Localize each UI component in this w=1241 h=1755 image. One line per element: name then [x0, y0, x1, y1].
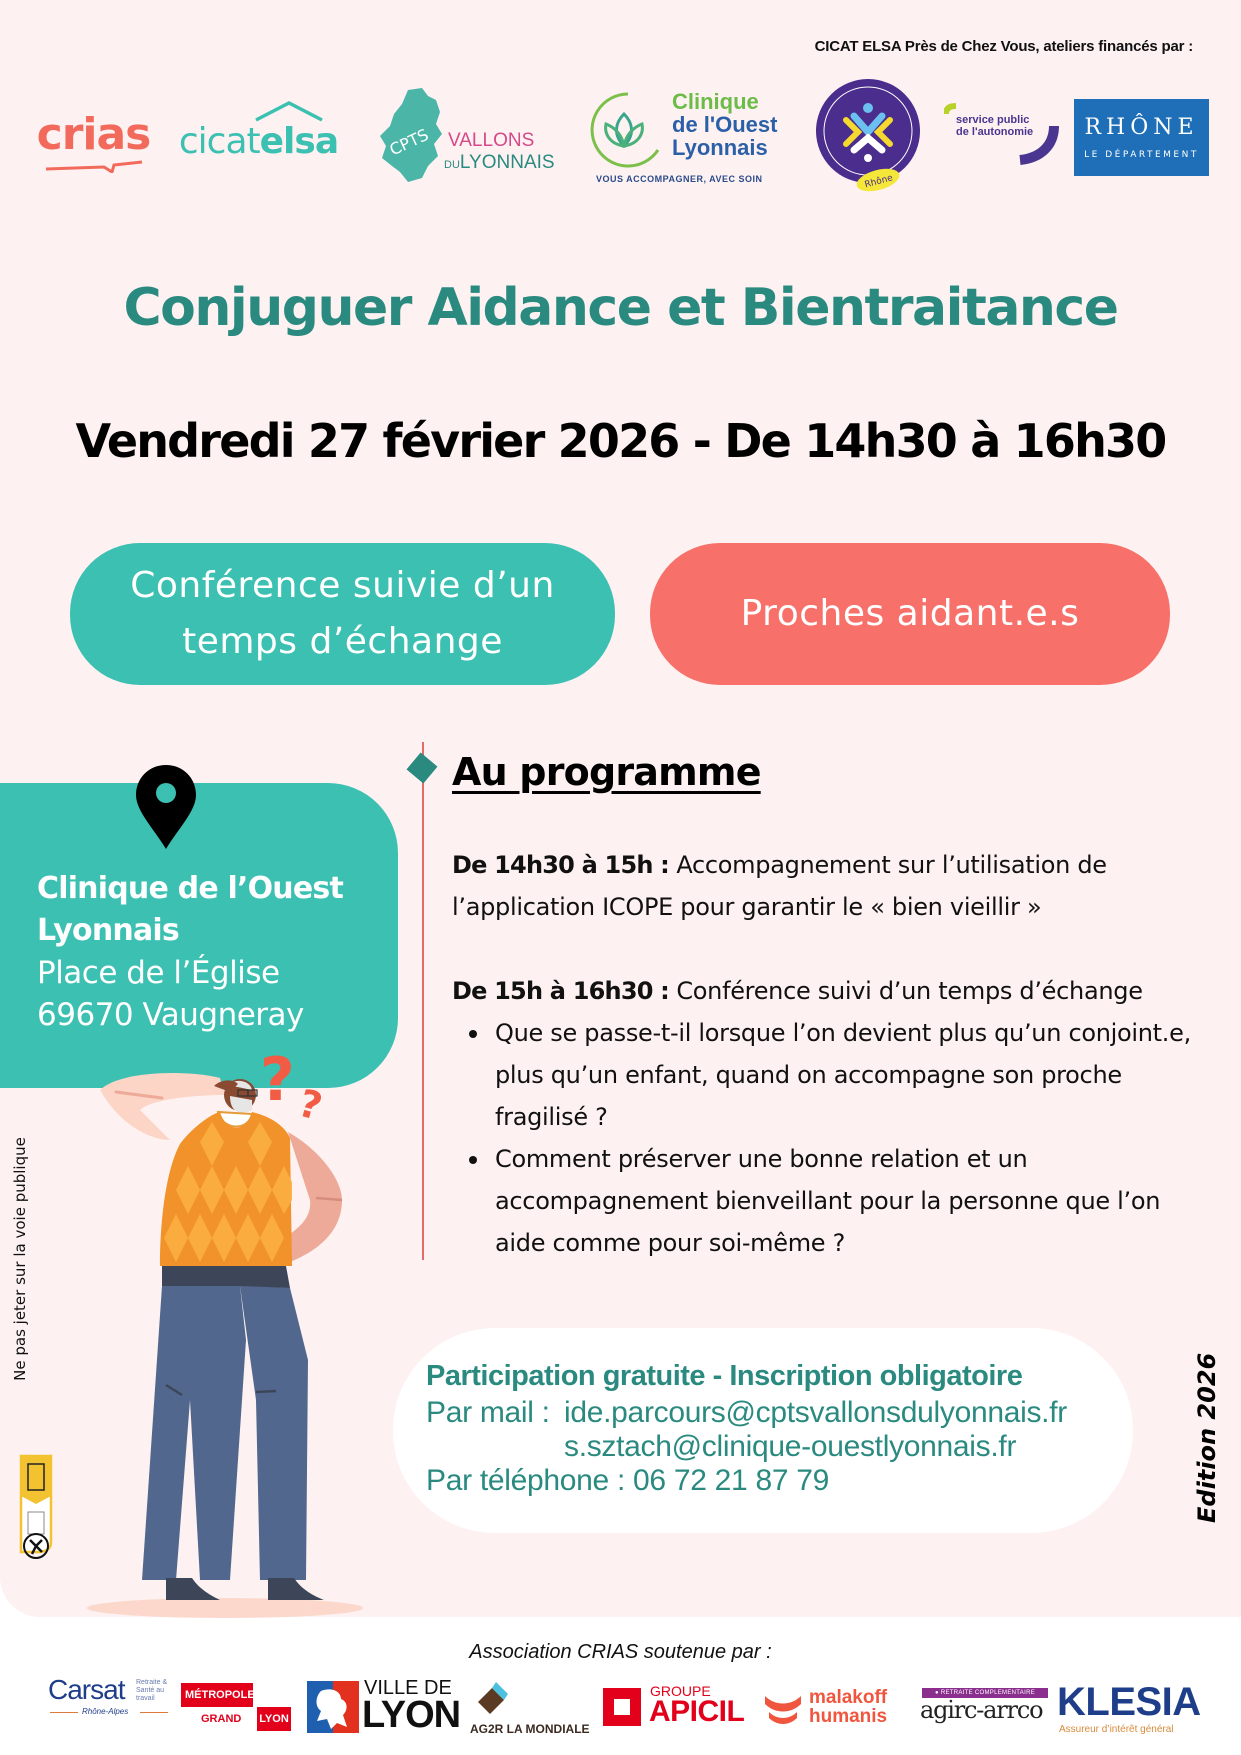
lyon-lion-flag-icon	[307, 1681, 359, 1733]
location-address	[37, 868, 387, 1036]
location-name-line1: Clinique de l’Ouest	[37, 871, 343, 906]
registration-headline: Participation gratuite - Inscription obligatoire	[426, 1360, 1023, 1392]
logo-crias-text: crias	[36, 109, 151, 160]
logo-commission-des-financeurs	[810, 76, 926, 196]
lotus-flower-icon	[584, 88, 674, 168]
email-link-2[interactable]: s.sztach@clinique-ouestlyonnais.fr	[564, 1430, 1017, 1463]
audience-badge: Proches aidant.e.s	[650, 543, 1170, 685]
logo-rhone-departement: RHÔNE LE DÉPARTEMENT	[1074, 99, 1209, 176]
edition-label: Edition 2026	[1193, 1352, 1221, 1523]
logo-klesia: KLESIA Assureur d’intérêt général	[1057, 1680, 1201, 1735]
programme-content	[452, 844, 1212, 1264]
logo-cpts-vallons: CPTS VALLONS DULYONNAIS	[378, 86, 550, 186]
location-name-line2: Lyonnais	[37, 913, 179, 948]
email-link-1[interactable]: ide.parcours@cptsvallonsdulyonnais.fr	[564, 1396, 1067, 1429]
malakoff-smile-icon	[763, 1692, 803, 1728]
phone-number[interactable]: 06 72 21 87 79	[633, 1464, 830, 1497]
logo-malakoff-humanis: malakoff humanis	[763, 1688, 893, 1732]
mail-label: Par mail :	[426, 1396, 550, 1429]
svg-text:CPTS: CPTS	[386, 124, 432, 160]
logo-clinique-ouest-lyonnais: Clinique de l'Ouest Lyonnais VOUS ACCOMPAGNER, AVEC SOIN	[584, 88, 790, 188]
question-mark-icon: ?	[260, 1045, 295, 1115]
no-litter-notice: Ne pas jeter sur la voie publique	[11, 1137, 29, 1381]
programme-slot-1: De 14h30 à 15h : Accompagnement sur l’utilisation de l’application ICOPE pour garantir le « bien vieillir »	[452, 851, 1107, 921]
logo-agirc-arrco: ● RETRAITE COMPLEMENTAIRE agirc-arrco	[920, 1688, 1048, 1732]
logo-cicatelsa	[176, 96, 341, 166]
programme-title: Au programme	[452, 750, 761, 794]
funders-caption: CICAT ELSA Près de Chez Vous, ateliers financés par :	[814, 38, 1193, 55]
logo-ville-de-lyon: VILLE DE LYON	[307, 1677, 455, 1737]
logo-metropole-grand-lyon: MÉTROPOLE GRAND LYON	[181, 1683, 291, 1733]
logo-groupe-apicil: GROUPE APICIL	[603, 1683, 755, 1733]
location-street: Place de l’Église	[37, 955, 280, 991]
triman-recycle-icon	[20, 1530, 52, 1562]
house-roof-icon	[254, 100, 324, 122]
footer-caption: Association CRIAS soutenue par :	[469, 1641, 772, 1663]
thinking-man-illustration	[80, 1040, 420, 1620]
map-pin-icon	[134, 763, 198, 851]
commission-badge-icon	[810, 76, 926, 196]
logo-service-public-autonomie: service public de l'autonomie	[944, 100, 1060, 170]
programme-slot-2: De 15h à 16h30 : Conférence suivi d’un temps d’échange Que se passe-t-il lorsque l’on devient plus qu’un conjoint.e, plus qu’un enfant, quand on accompagne son proche fragilisé ? Comment préserver une bonne relation et un accompagnement bienveillant pour la personne que l’on aide comme pour soi-même ?	[452, 970, 1212, 1264]
registration-info	[426, 1356, 1067, 1498]
ag2r-cube-icon	[472, 1680, 512, 1722]
list-item: Comment préserver une bonne relation et un accompagnement bienveillant pour la personne que l’on aide comme pour soi-même ?	[495, 1138, 1212, 1264]
logo-ag2r-la-mondiale: AG2R LA MONDIALE	[470, 1680, 600, 1738]
phone-label: Par téléphone :	[426, 1464, 625, 1497]
page-title: Conjuguer Aidance et Bientraitance	[123, 278, 1118, 338]
apicil-square-icon	[603, 1688, 641, 1726]
svg-text:Rhône: Rhône	[863, 173, 895, 191]
logo-crias	[36, 108, 151, 178]
list-item: Que se passe-t-il lorsque l’on devient plus qu’un conjoint.e, plus qu’un enfant, quand on accompagne son proche fragilisé ?	[495, 1012, 1212, 1138]
section-divider	[422, 742, 424, 1260]
programme-bullets	[452, 1012, 1212, 1264]
format-badge: Conférence suivie d’un temps d’échange	[70, 543, 615, 685]
logo-carsat: Carsat Retraite & Santé au travail Rhône-Alpes	[48, 1674, 168, 1716]
location-city: 69670 Vaugneray	[37, 997, 304, 1033]
event-date: Vendredi 27 février 2026 - De 14h30 à 16h30	[75, 414, 1166, 468]
speech-underline-icon	[44, 159, 144, 173]
svg-text:?: ?	[294, 1080, 327, 1130]
logo-cicatelsa-text: cicatelsa	[178, 121, 339, 162]
